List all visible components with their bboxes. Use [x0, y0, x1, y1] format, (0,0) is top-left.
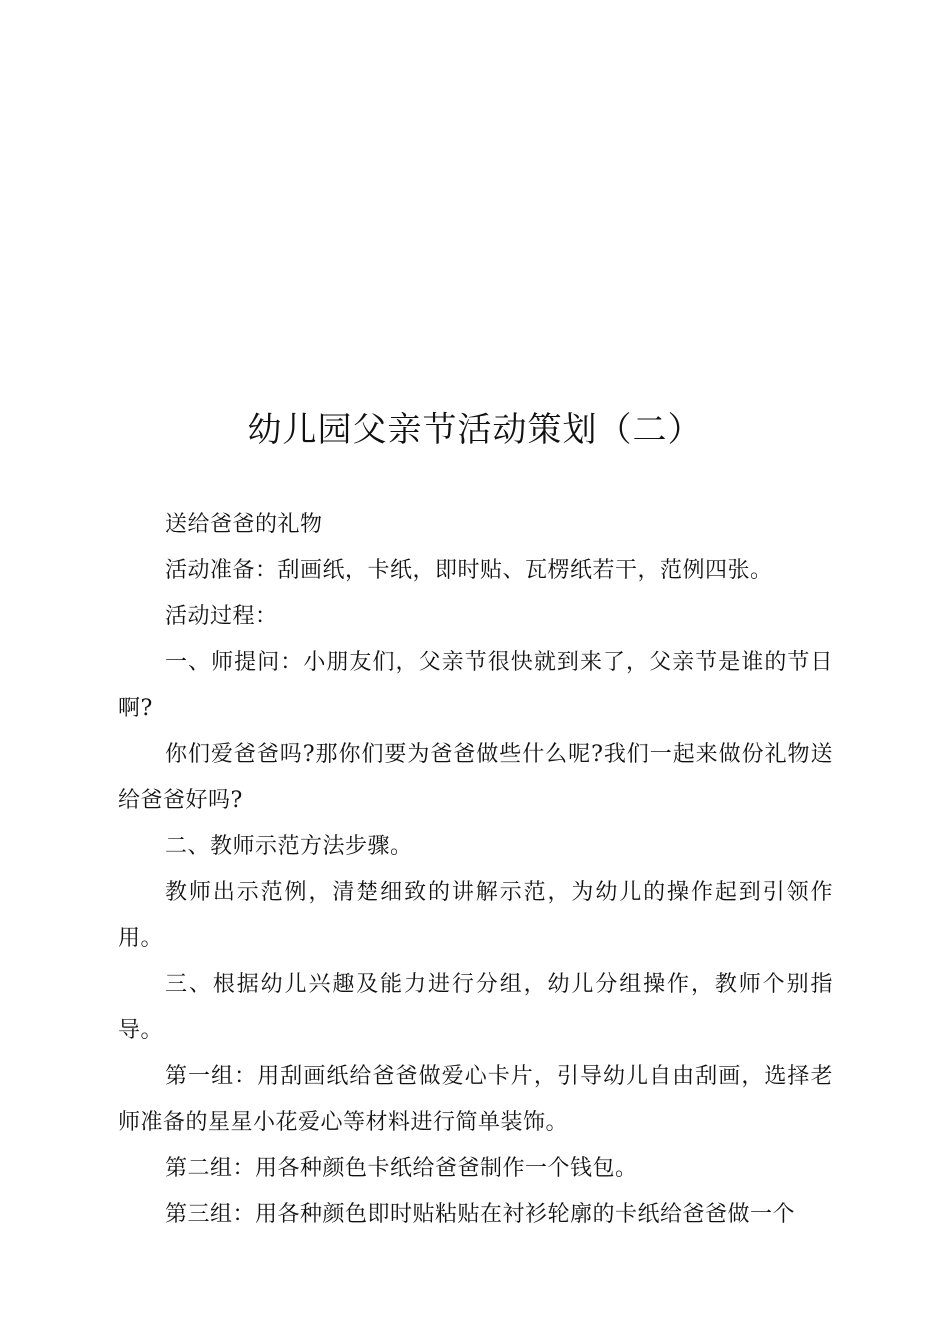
paragraph-group-one: 第一组：用刮画纸给爸爸做爱心卡片，引导幼儿自由刮画，选择老师准备的星星小花爱心等材料进行简单装饰。	[118, 1064, 833, 1135]
paragraph-step-three: 三、根据幼儿兴趣及能力进行分组，幼儿分组操作，教师个别指导。	[118, 972, 833, 1043]
paragraph-process-heading: 活动过程：	[165, 604, 278, 629]
paragraph-preparation: 活动准备：刮画纸，卡纸，即时贴、瓦楞纸若干，范例四张。	[165, 558, 773, 583]
paragraph-step-one: 一、师提问：小朋友们，父亲节很快就到来了，父亲节是谁的节日啊?	[118, 650, 833, 721]
paragraph-questions: 你们爱爸爸吗?那你们要为爸爸做些什么呢?我们一起来做份礼物送给爸爸好吗?	[118, 742, 833, 813]
paragraph-demonstration: 教师出示范例，清楚细致的讲解示范，为幼儿的操作起到引领作用。	[118, 880, 833, 951]
paragraph-gift-heading: 送给爸爸的礼物	[165, 512, 323, 537]
paragraph-group-three: 第三组：用各种颜色即时贴粘贴在衬衫轮廓的卡纸给爸爸做一个	[165, 1202, 796, 1227]
document-title: 幼儿园父亲节活动策划（二）	[247, 410, 703, 450]
paragraph-step-two: 二、教师示范方法步骤。	[165, 834, 413, 859]
document-body	[118, 502, 833, 1238]
paragraph-group-two: 第二组：用各种颜色卡纸给爸爸制作一个钱包。	[165, 1156, 638, 1181]
